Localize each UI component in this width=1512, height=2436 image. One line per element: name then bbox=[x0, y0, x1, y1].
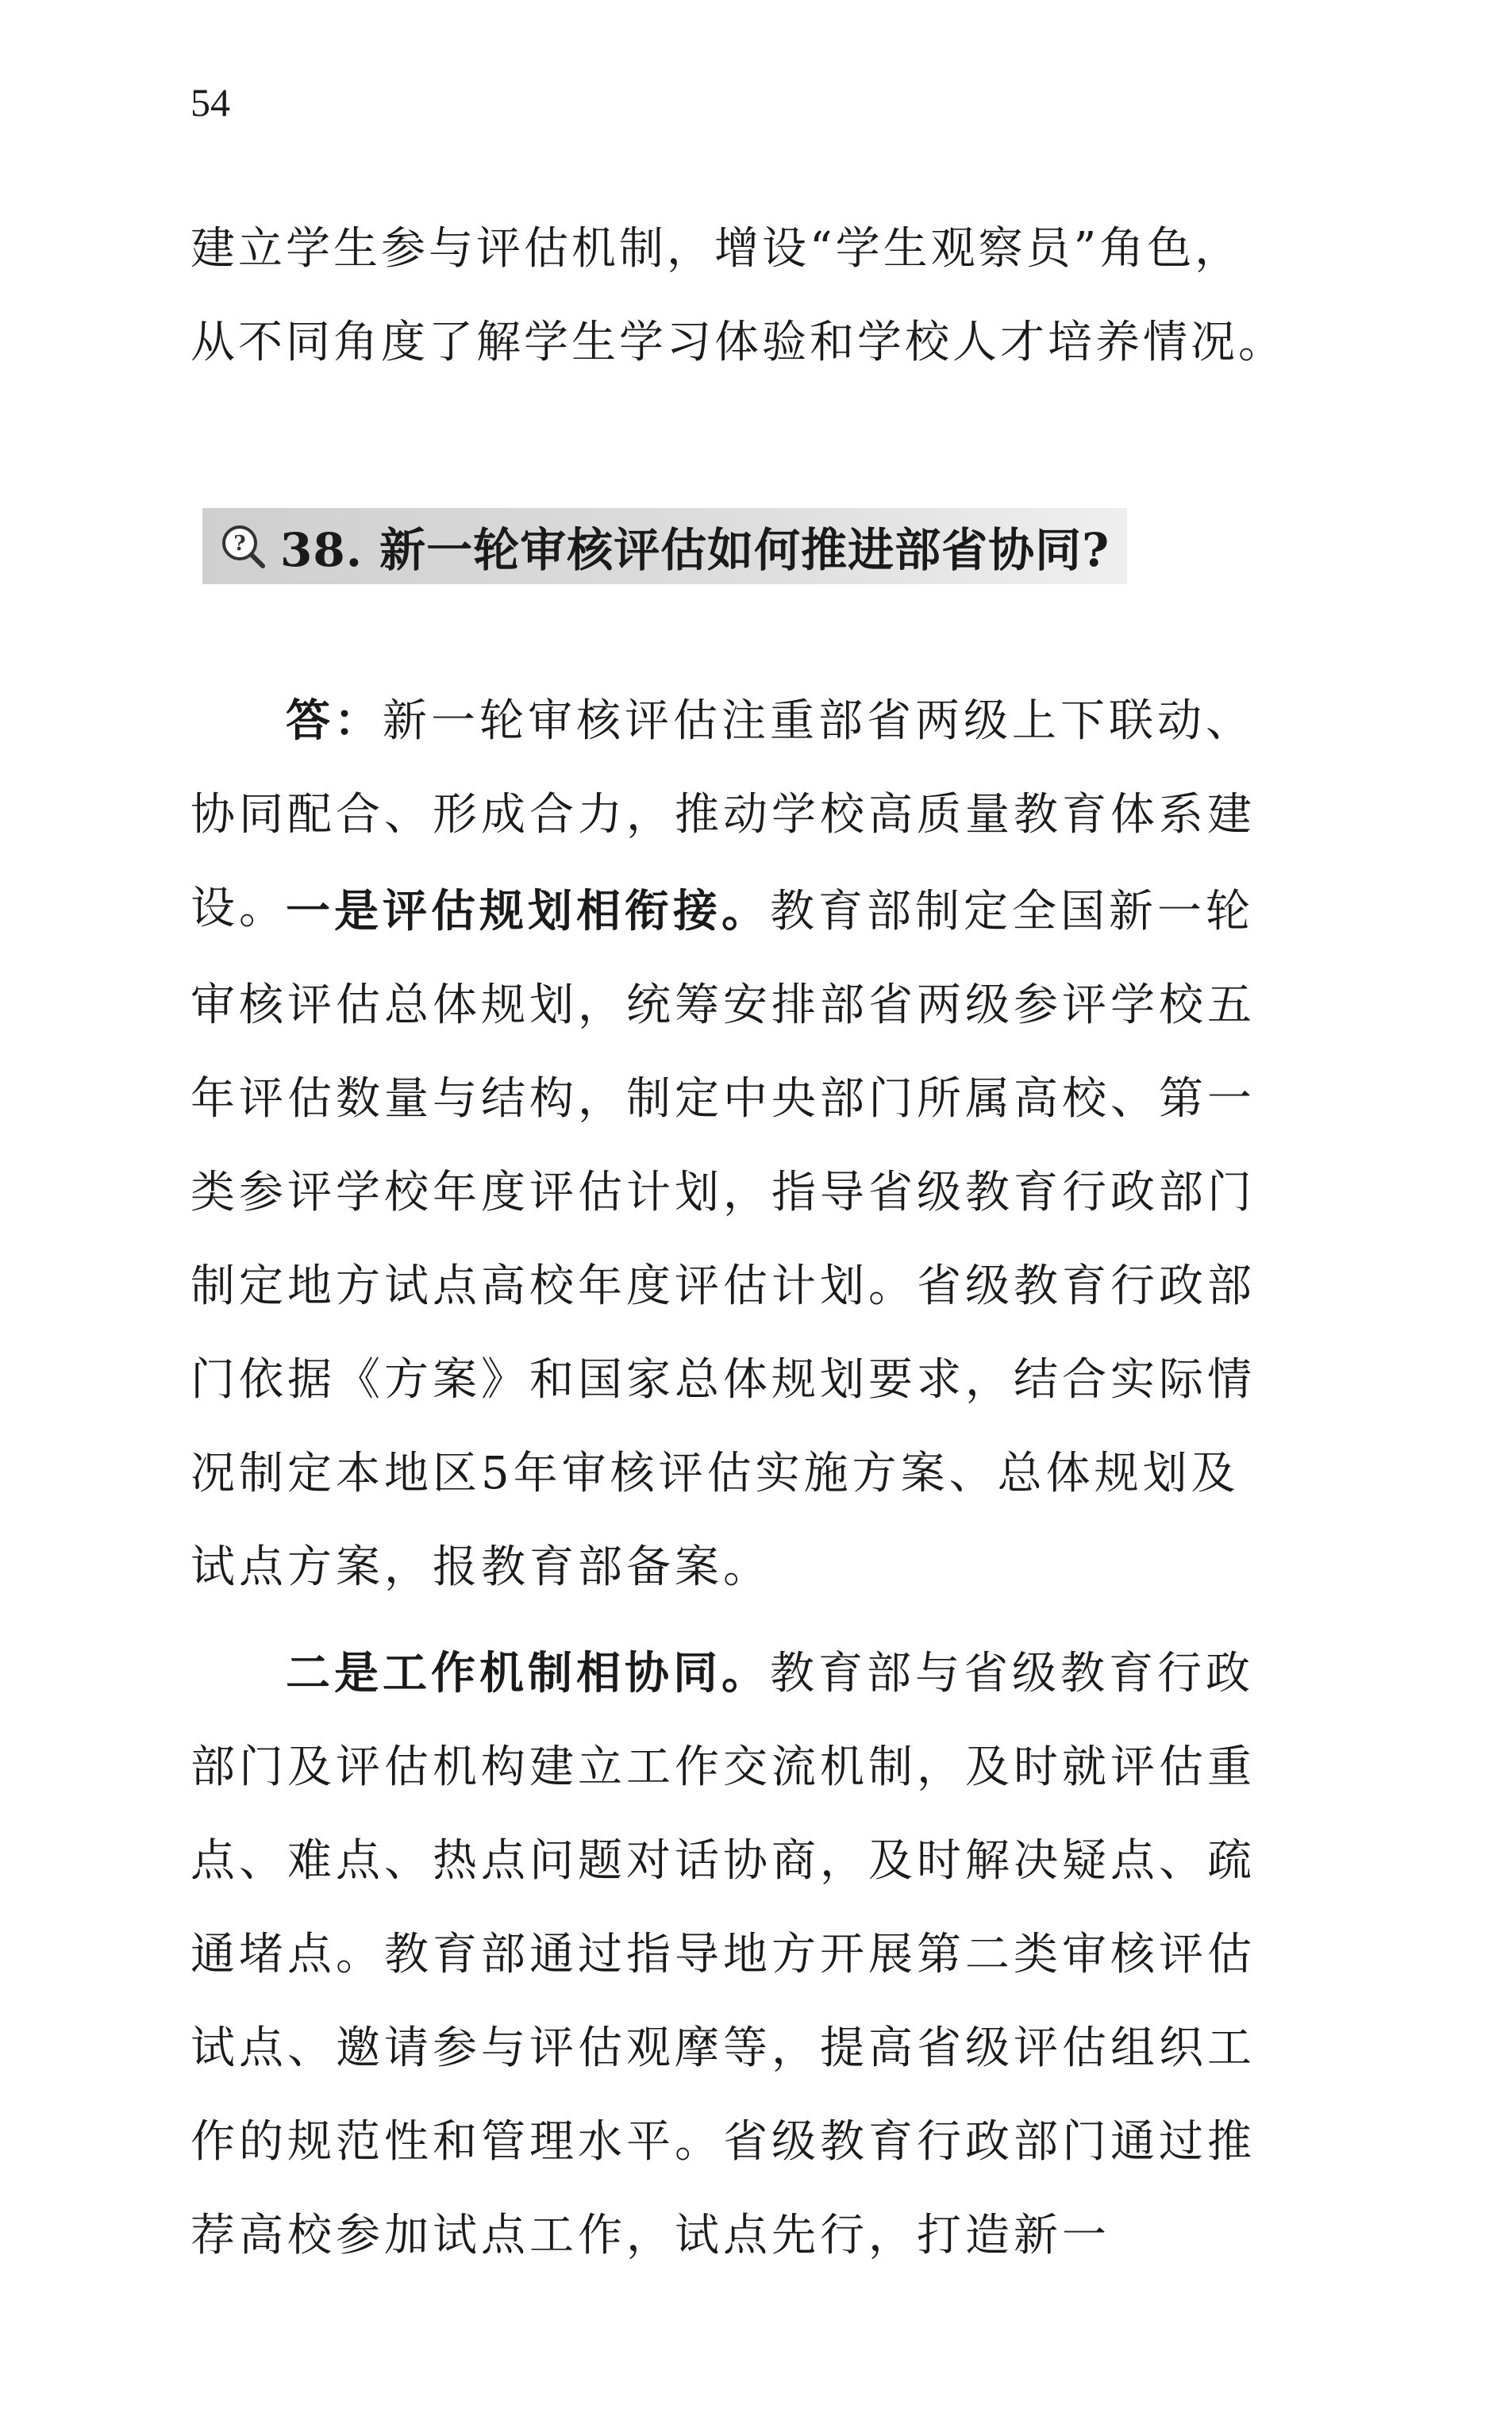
svg-text:?: ? bbox=[233, 532, 246, 556]
point-paragraph-1 bbox=[190, 865, 1286, 1614]
point-1-lead: 一是评估规划相衔接。 bbox=[286, 886, 770, 937]
answer-label: 答： bbox=[286, 695, 383, 747]
intro-paragraph: 建立学生参与评估机制，增设“学生观察员”角色，从不同角度了解学生学习体验和学校人才培养情况。 bbox=[190, 223, 1286, 368]
point-1-text: 教育部制定全国新一轮审核评估总体规划，统筹安排部省两级参评学校五年评估数量与结构，制定中央部门所属高校、第一类参评学校年度评估计划，指导省级教育行政部门制定地方试点高校年度评估计划。省级教育行政部门依据《方案》和国家总体规划要求，结合实际情况制定本地区5年审核评估实施方案、总体规划及试点方案，报教育部备案。 bbox=[190, 886, 1256, 1593]
point-2-lead: 二是工作机制相协同。 bbox=[286, 1648, 770, 1699]
page-number: 54 bbox=[190, 80, 230, 125]
point-2-text: 教育部与省级教育行政部门及评估机构建立工作交流机制，及时就评估重点、难点、热点问题对话协商，及时解决疑点、疏通堵点。教育部通过指导地方开展第二类审核评估试点、邀请参与评估观摩等，提高省级评估组织工作的规范性和管理水平。省级教育行政部门通过推荐高校参加试点工作，试点先行，打造新一 bbox=[190, 1648, 1256, 2261]
answer-text: 新一轮审核评估注重部省两级上下联动、协同配合、形成合力，推动学校高质量教育体系建设。 bbox=[190, 695, 1256, 934]
question-title: 38. 新一轮审核评估如何推进部省协同? bbox=[280, 523, 1110, 577]
point-paragraph-2 bbox=[190, 1627, 1286, 2283]
question-magnifier-icon bbox=[220, 523, 266, 569]
question-heading bbox=[202, 508, 1127, 584]
